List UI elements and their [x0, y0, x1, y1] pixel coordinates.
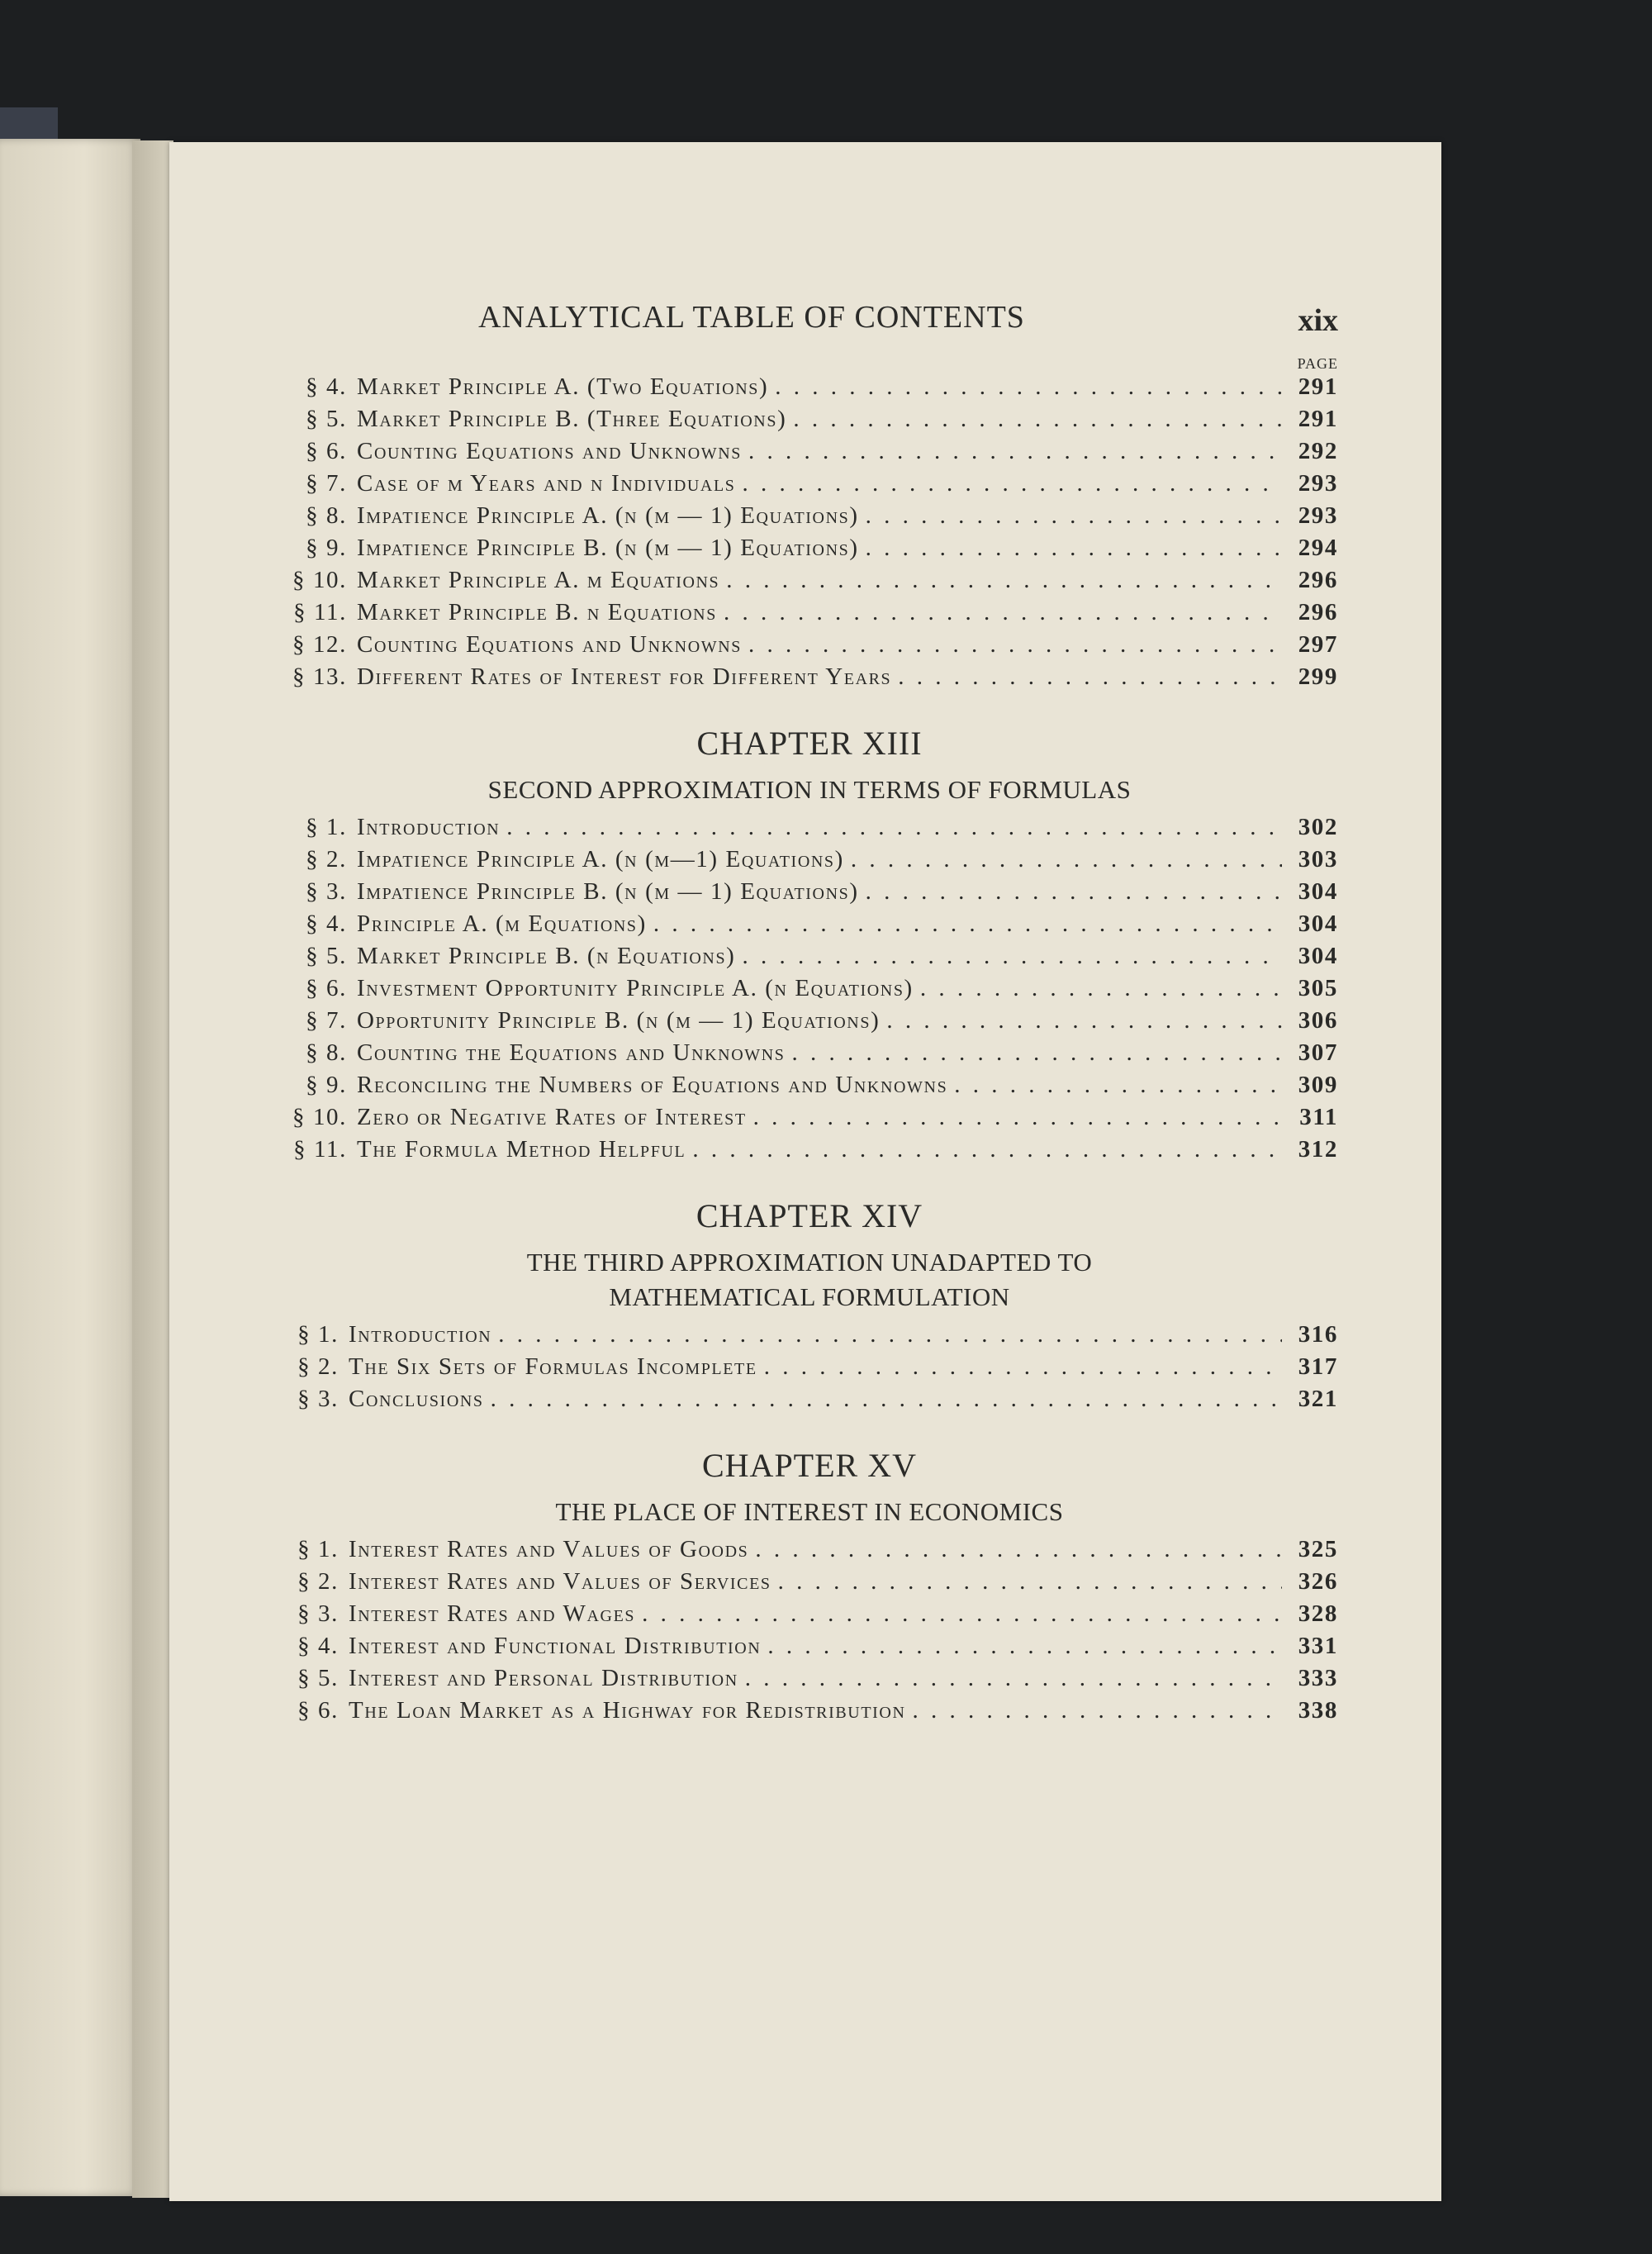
entry-page: 304 [1298, 943, 1338, 969]
entry-title: Case of m Years and n Individuals [357, 470, 736, 497]
entry-title: Principle A. (m Equations) [357, 911, 647, 937]
dot-leader [793, 406, 1282, 433]
dot-leader [912, 1697, 1282, 1724]
entry-page: 304 [1298, 911, 1338, 937]
entry-title: Interest and Functional Distribution [349, 1633, 762, 1659]
dot-leader [491, 1386, 1282, 1413]
section-number: § 7. [306, 470, 347, 497]
chapter-entries [281, 814, 1338, 1168]
entry-page: 292 [1298, 438, 1338, 464]
dot-leader [748, 438, 1282, 465]
toc-entry [281, 1321, 1338, 1353]
facing-page [0, 139, 140, 2196]
dot-leader [767, 1633, 1282, 1660]
header-title: ANALYTICAL TABLE OF CONTENTS [478, 300, 1025, 335]
section-number: § 1. [306, 814, 347, 840]
entry-title: Counting the Equations and Unknowns [357, 1039, 786, 1066]
toc-content [281, 299, 1338, 1729]
section-number: § 10. [292, 567, 347, 593]
entry-page: 299 [1298, 663, 1338, 690]
toc-entry [281, 1536, 1338, 1568]
entry-page: 311 [1299, 1104, 1338, 1130]
dot-leader [778, 1568, 1282, 1595]
dot-leader [743, 470, 1282, 497]
entry-title: Interest Rates and Wages [349, 1600, 636, 1627]
section-number: § 2. [297, 1353, 339, 1380]
entry-page: 326 [1298, 1568, 1338, 1595]
toc-entry [281, 878, 1338, 911]
chapter-entries [281, 1321, 1338, 1418]
entry-page: 296 [1298, 599, 1338, 625]
dot-leader [954, 1072, 1282, 1099]
toc-entry [281, 1353, 1338, 1386]
entry-page: 293 [1298, 502, 1338, 529]
chapter-subtitle: SECOND APPROXIMATION IN TERMS OF FORMULAS [487, 775, 1132, 804]
entry-title: Market Principle A. m Equations [357, 567, 720, 593]
book-page [169, 142, 1441, 2201]
entry-title: Counting Equations and Unknowns [357, 438, 742, 464]
toc-entry [281, 470, 1338, 502]
entry-title: Impatience Principle B. (n (m — 1) Equations) [357, 878, 859, 905]
dot-leader [792, 1039, 1282, 1067]
section-number: § 11. [293, 599, 347, 625]
toc-entry [281, 814, 1338, 846]
entry-title: Conclusions [349, 1386, 484, 1412]
dot-leader [866, 535, 1282, 562]
section-number: § 13. [292, 663, 347, 690]
dot-leader [755, 1536, 1282, 1563]
toc-entry [281, 1007, 1338, 1039]
entry-title: Opportunity Principle B. (n (m — 1) Equations) [357, 1007, 881, 1034]
dot-leader [726, 567, 1282, 594]
entry-title: The Six Sets of Formulas Incomplete [349, 1353, 757, 1380]
entry-page: 338 [1298, 1697, 1338, 1724]
entry-title: The Formula Method Helpful [357, 1136, 686, 1163]
continued-entries [281, 373, 1338, 696]
entry-page: 291 [1298, 406, 1338, 432]
dot-leader [920, 975, 1282, 1002]
entry-title: Reconciling the Numbers of Equations and Unknowns [357, 1072, 948, 1098]
entry-page: 294 [1298, 535, 1338, 561]
section-number: § 1. [297, 1321, 339, 1348]
book-cover-edge [0, 107, 58, 140]
dot-leader [692, 1136, 1282, 1163]
entry-title: Investment Opportunity Principle A. (n Equations) [357, 975, 914, 1001]
toc-entry [281, 406, 1338, 438]
toc-entry [281, 1568, 1338, 1600]
dot-leader [653, 911, 1282, 938]
entry-page: 316 [1298, 1321, 1338, 1348]
dot-leader [866, 878, 1282, 906]
toc-entry [281, 567, 1338, 599]
section-number: § 10. [292, 1104, 347, 1130]
dot-leader [748, 631, 1282, 659]
section-number: § 1. [297, 1536, 339, 1562]
entry-title: The Loan Market as a Highway for Redistribution [349, 1697, 906, 1724]
dot-leader [866, 502, 1282, 530]
entry-title: Introduction [357, 814, 501, 840]
entry-title: Interest Rates and Values of Goods [349, 1536, 749, 1562]
entry-title: Impatience Principle A. (n (m—1) Equations) [357, 846, 844, 873]
running-header [281, 299, 1338, 349]
entry-page: 325 [1298, 1536, 1338, 1562]
entry-page: 293 [1298, 470, 1338, 497]
dot-leader [775, 373, 1282, 401]
section-number: § 3. [297, 1386, 339, 1412]
entry-title: Interest and Personal Distribution [349, 1665, 738, 1691]
chapter-subtitle-line: MATHEMATICAL FORMULATION [609, 1282, 1010, 1311]
toc-entry [281, 943, 1338, 975]
dot-leader [742, 943, 1282, 970]
entry-title: Market Principle B. (n Equations) [357, 943, 736, 969]
section-number: § 3. [306, 878, 347, 905]
entry-page: 328 [1298, 1600, 1338, 1627]
section-number: § 2. [306, 846, 347, 873]
section-number: § 9. [306, 1072, 347, 1098]
dot-leader [724, 599, 1282, 626]
entry-title: Zero or Negative Rates of Interest [357, 1104, 747, 1130]
entry-page: 297 [1298, 631, 1338, 658]
dot-leader [745, 1665, 1282, 1692]
toc-entry [281, 663, 1338, 696]
toc-entry [281, 1633, 1338, 1665]
section-number: § 8. [306, 1039, 347, 1066]
page-column-label: PAGE [1297, 355, 1338, 372]
section-number: § 6. [306, 975, 347, 1001]
toc-entry [281, 1665, 1338, 1697]
section-number: § 5. [306, 943, 347, 969]
entry-page: 303 [1298, 846, 1338, 873]
section-number: § 8. [306, 502, 347, 529]
section-number: § 5. [306, 406, 347, 432]
toc-entry [281, 502, 1338, 535]
toc-entry [281, 1136, 1338, 1168]
chapter-heading: CHAPTER XV [701, 1447, 918, 1484]
entry-page: 331 [1298, 1633, 1338, 1659]
toc-entry [281, 535, 1338, 567]
dot-leader [886, 1007, 1282, 1034]
entry-page: 291 [1298, 373, 1338, 400]
toc-entry [281, 599, 1338, 631]
chapter-subtitle: THE PLACE OF INTEREST IN ECONOMICS [555, 1497, 1064, 1526]
entry-page: 309 [1298, 1072, 1338, 1098]
chapter-subtitle-line: THE THIRD APPROXIMATION UNADAPTED TO [526, 1248, 1093, 1277]
toc-entry [281, 1697, 1338, 1729]
section-number: § 11. [293, 1136, 347, 1163]
section-number: § 6. [297, 1697, 339, 1724]
entry-page: 296 [1298, 567, 1338, 593]
header-page-number: xix [1298, 303, 1338, 338]
chapter-heading: CHAPTER XIV [695, 1197, 923, 1234]
entry-page: 307 [1298, 1039, 1338, 1066]
dot-leader [898, 663, 1282, 691]
toc-entry [281, 1386, 1338, 1418]
dot-leader [764, 1353, 1282, 1381]
entry-title: Different Rates of Interest for Different Years [357, 663, 892, 690]
entry-title: Market Principle B. (Three Equations) [357, 406, 787, 432]
dot-leader [753, 1104, 1282, 1131]
entry-page: 333 [1298, 1665, 1338, 1691]
toc-entry [281, 911, 1338, 943]
toc-entry [281, 438, 1338, 470]
dot-leader [642, 1600, 1282, 1628]
dot-leader [851, 846, 1282, 873]
toc-entry [281, 1072, 1338, 1104]
entry-title: Market Principle A. (Two Equations) [357, 373, 769, 400]
chapter-entries [281, 1536, 1338, 1729]
section-number: § 2. [297, 1568, 339, 1595]
entry-page: 306 [1298, 1007, 1338, 1034]
entry-title: Impatience Principle B. (n (m — 1) Equations) [357, 535, 859, 561]
dot-leader [506, 814, 1282, 841]
toc-entry [281, 1600, 1338, 1633]
section-number: § 3. [297, 1600, 339, 1627]
section-number: § 7. [306, 1007, 347, 1034]
entry-page: 312 [1298, 1136, 1338, 1163]
section-number: § 6. [306, 438, 347, 464]
entry-page: 304 [1298, 878, 1338, 905]
section-number: § 4. [306, 911, 347, 937]
entry-title: Introduction [349, 1321, 492, 1348]
chapter-subtitle [281, 1245, 1338, 1315]
section-number: § 4. [297, 1633, 339, 1659]
entry-title: Impatience Principle A. (n (m — 1) Equations) [357, 502, 859, 529]
entry-page: 305 [1298, 975, 1338, 1001]
toc-entry [281, 1104, 1338, 1136]
section-number: § 4. [306, 373, 347, 400]
book-gutter [132, 140, 173, 2198]
section-number: § 9. [306, 535, 347, 561]
entry-page: 302 [1298, 814, 1338, 840]
toc-entry [281, 846, 1338, 878]
entry-title: Counting Equations and Unknowns [357, 631, 742, 658]
section-number: § 5. [297, 1665, 339, 1691]
chapter-heading: CHAPTER XIII [696, 725, 923, 762]
entry-title: Interest Rates and Values of Services [349, 1568, 771, 1595]
section-number: § 12. [292, 631, 347, 658]
toc-entry [281, 975, 1338, 1007]
entry-title: Market Principle B. n Equations [357, 599, 717, 625]
toc-entry [281, 631, 1338, 663]
entry-page: 321 [1298, 1386, 1338, 1412]
toc-entry [281, 1039, 1338, 1072]
dot-leader [498, 1321, 1282, 1348]
toc-entry [281, 373, 1338, 406]
entry-page: 317 [1298, 1353, 1338, 1380]
